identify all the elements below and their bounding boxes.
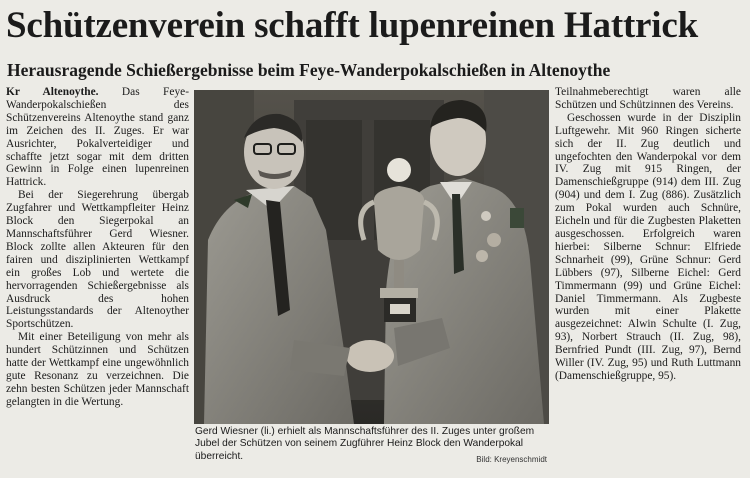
paragraph: Bei der Siegerehrung übergab Zugfahrer und Wettkampfleiter Heinz Block den Siegerpokal an Mannschaftsführer Gerd Wiesner. Block zollte allen Akteuren für den fairen und disziplinierten Wettkampf ein großes Lob und wertete die hervorragenden Schießergebnisse als Ausdruck des hohen Leistungsstandards der Altenoyther Sportschützen. [6,189,189,331]
paragraph [6,86,189,189]
article-column-right [555,86,741,476]
caption-text: Gerd Wiesner (li.) erhielt als Mannschaftsführer des II. Zuges unter großem Jubel der Schützen von seinem Zugführer Heinz Block den Wanderpokal überreicht. [195,426,535,462]
photo-caption [195,426,549,474]
subheadline: Herausragende Schießergebnisse beim Feye-Wanderpokalschießen in Altenoythe [7,60,611,80]
paragraph: Geschossen wurde in der Disziplin Luftgewehr. Mit 960 Ringen sicherte sich der II. Zug deutlich und ungefochten den Wanderpokal vor dem IV. Zug mit 915 Ringen, der Damenschießgruppe (914) dem III. Zug (904) und dem I. Zug (886). Zusätzlich zum Pokal wurden auch Schnüre, Eicheln und für die Zugbesten Plaketten ausgeschossen. Erfolgreich waren hierbei: Silberne Schnur: Elfriede Schnarheit (99), Grüne Schnur: Gerd Lübbers (97), Silberne Eichel: Gerd Timmermann (99) und Grüne Eichel: Daniel Timmermann. Als Zugbeste wurden mit einer Plakette ausgezeichnet: Alwin Schulte (I. Zug, 93), Norbert Strauch (II. Zug, 98), Bernfried Pundt (III. Zug, 97), Bernd Willer (IV. Zug, 95) und Ruth Luttmann (Damenschießgruppe, 95). [555,111,741,382]
news-photo [194,90,549,424]
paragraph-text: Das Feye-Wanderpokalschießen des Schützenvereins Altenoythe stand ganz im Zeichen des II. Zuges. Er war Ausrichter, Pokalverteidiger und schaffte jetzt sogar mit dem dritten Gewinn in Folge einen lupenreinen Hattrick. [6,86,189,189]
article-column-left [6,86,189,476]
photo-credit: Bild: Kreyenschmidt [476,454,547,464]
paragraph: Teilnahmeberechtigt waren alle Schützen und Schützinnen des Vereins. [555,86,741,111]
headline: Schützenverein schafft lupenreinen Hattrick [6,5,698,46]
dateline: Kr Altenoythe. [6,86,99,98]
paragraph: Mit einer Beteiligung von mehr als hundert Schützinnen und Schützen hatte der Wettkampf eine ungewöhnlich gute Resonanz zu verzeichnen. Die zehn besten Schützen jeder Mannschaft gelangten in die Wertung. [6,331,189,408]
photo-illustration [194,90,549,424]
